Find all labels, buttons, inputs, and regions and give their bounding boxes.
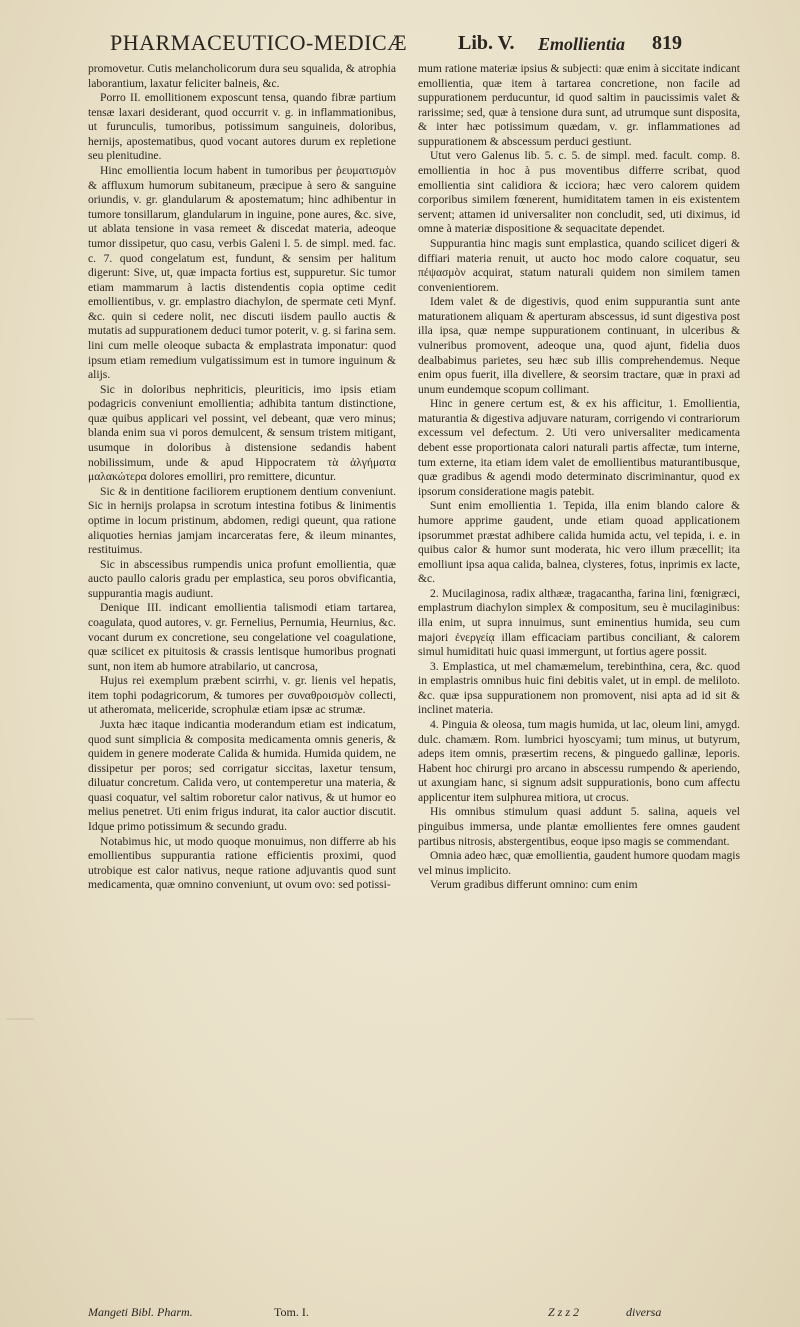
right-column-paragraph: 2. Mucilaginosa, radix althææ, tragacantha, farina lini, fœnigræci, emplastrum diachylon simplex & compositum, seu è mucilaginibus: illa enim, ut supra innuimus, sunt eminentius humida, seu cum majori ἐνεργείᾳ illam efficaciam partibus conciliant, & calorem simul humiditati huic quasi immergunt, ut fortius agere possit. — [418, 586, 740, 659]
right-column — [418, 62, 740, 1287]
right-column-paragraph: Sunt enim emollientia 1. Tepida, illa enim blando calore & humore apprime gaudent, unde etiam quoad applicationem ipsorummet præstat adhibere calida humida actu, vel tepida, i. e. in quibus calor & humor sunt moderata, hic vero illum præcellit; ita emolliunt ipsa aqua calida, balnea, clysteres, fotus, inprimis ex lacte, &c. — [418, 499, 740, 586]
right-column-paragraph: Idem valet & de digestivis, quod enim suppurantia sunt ante maturationem aliquam & aperturam abscessus, id sunt digestiva post illa ipsa, quæ nempe suppurationem continuant, in ulceribus & vulneribus promovent, adeoque una, quod ajunt, fidelia duos dealbabimus parietes, seu hæc sub illis comprehendemus. Neque enim opus fuerit, illa divellere, & seorsim tractare, quæ in praxi ad unum eundemque scopum collimant. — [418, 295, 740, 396]
left-column-paragraph: Sic & in dentitione faciliorem eruptionem dentium conveniunt. Sic in hernijs prolapsa in scrotum intestina fotibus & linimentis optime in locum pristinum, abdomen, redigi queunt, qua ratione aliquoties hernias jamjam incarceratas fere, & ileum minantes, restituimus. — [88, 484, 396, 557]
right-column-paragraph: Hinc in genere certum est, & ex his afficitur, 1. Emollientia, maturantia & digestiva adjuvare naturam, corrigendo vi contrariorum excessum vel defectum. 2. Uti vero universaliter medicamenta debent esse proportionata calori naturali partis affectæ, tum interne, tum externe, ita etiam idem valet de emollientibus maturantibusque, quæ gradibus & agendi modo determinato discriminantur, quod ex ipsorum consideratione magis patebit. — [418, 397, 740, 498]
right-column-paragraph: Utut vero Galenus lib. 5. c. 5. de simpl. med. facult. comp. 8. emollientia in hoc à pus moventibus differre scribat, quod emollientia sint calidiora & icciora; hæc vero calorem quidem corporibus similem fœnerent, humiditatem tamen in eis existentem servent; attamen id universaliter non concludit, sed, uti diximus, id omne à materiæ dispositione & sequacitate dependet. — [418, 149, 740, 236]
footer-source: Mangeti Bibl. Pharm. — [88, 1305, 193, 1319]
right-column-paragraph: 3. Emplastica, ut mel chamæmelum, terebinthina, cera, &c. quod in emplastris omnibus huic fini debitis valet, ut in empl. de meliloto. &c. quæ ipsa suppurationem non promovent, nisi apta ad id sit & inclinet materia. — [418, 659, 740, 717]
signature-mark: Z z z 2 — [548, 1305, 580, 1319]
left-column-paragraph: Denique III. indicant emollientia talismodi etiam tartarea, coagulata, quod autores, v. gr. Fernelius, Pernumia, Heurnius, &c. vocant durum ex concretione, seu congelatione vel coagulatione, quæ scilicet ex pituitosis & crassis lentisque humoribus prognati sunt, non item ab humore atrabilario, ut cancrosa, — [88, 601, 396, 673]
left-column-paragraph: Juxta hæc itaque indicantia moderandum etiam est indicatum, quod sunt simplicia & composita medicamenta omnis generis, & quidem in genere moderate Calida & humida. Humida quidem, ne dissipetur per poros; sed corrigatur siccitas, laxetur tensum, diluatur concretum. Calida vero, ut contemperetur una materia, & quasi coquatur, vel saltim roboretur calor nativus, & ut humor eo melius penetret. Uti enim frigus indurat, ita calor auctior discutit. Idque primo potissimum & secundo gradu. — [88, 718, 396, 834]
right-column-paragraph: Omnia adeo hæc, quæ emollientia, gaudent humore quodam magis vel minus implicito. — [418, 849, 740, 877]
catchword: diversa — [626, 1305, 662, 1319]
running-title: PHARMACEUTICO-MEDICÆ — [110, 30, 408, 55]
binding-mark — [6, 1000, 34, 1020]
right-column-paragraph: mum ratione materiæ ipsius & subjecti: quæ enim à siccitate indicant emollientia, quæ item à tartarea concretione, non facile ad suppurationem perducuntur, id quod saltim in paucissimis valet & rarissime; sed, quæ à tensione dura sunt, ad utrumque sunt disposita, & inter hæc potissimum quædam, v. gr. inflammationes ad suppurationem & abscessum perduci gestiunt. — [418, 62, 740, 148]
section-title: Emollientia — [538, 34, 626, 54]
left-column-paragraph: promovetur. Cutis melancholicorum dura seu squalida, & atrophia laborantium, laxatur feliciter balneis, &c. — [88, 62, 396, 90]
right-column-paragraph: 4. Pinguia & oleosa, tum magis humida, ut lac, oleum lini, amygd. dulc. chamæm. Rom. lumbrici hyoscyami; tum minus, ut butyrum, adeps item omnis, præsertim recens, & pinguedo gallinæ, leporis. Habent hoc chirurgi pro arcano in abscessu rumpendo & aperiendo, ut axungiam hanc, si signum adsit suppurationis, bono cum affectu applicentur item sulphurea mitiora, ut crocus. — [418, 718, 740, 804]
book-number: Lib. V. — [458, 32, 515, 54]
left-column-paragraph: Notabimus hic, ut modo quoque monuimus, non differre ab his emollientibus suppurantia ratione efficientis proximi, quod utrobique est calor nativus, neque ratione adjuvantis quod sunt medicamenta, quæ omnino conveniunt, ut ovum ovo: sed potissi- — [88, 834, 396, 892]
page-footer — [88, 1305, 748, 1321]
page-header — [110, 30, 765, 58]
right-column-paragraph: Suppurantia hinc magis sunt emplastica, quando scilicet digeri & diffiari materia renuit, ut aucto hoc modo calore coquatur, seu πέψασμὸν acquirat, statum naturali quidem non similem tamen convenientiorem. — [418, 236, 740, 294]
left-column — [88, 62, 396, 1287]
left-column-paragraph: Sic in doloribus nephriticis, pleuriticis, imo ipsis etiam podagricis conveniunt emollientia; adhibita tantum distinctione, quæ quibus applicari vel possint, vel debeant, quæ vero minus; blanda enim sua vi poros demulcent, & sensum tristem mitigant, usumque in doloribus à distensione sedandis habent nobilissimum, unde & apud Hippocratem τὰ ἀλγήματα μαλακώτερα dolores emolliri, pro remittere, dicuntur. — [88, 382, 396, 484]
left-column-paragraph: Porro II. emollitionem exposcunt tensa, quando fibræ partium tensæ laxari desiderant, quod occurrit v. g. in inflammationibus, ut furunculis, tumoribus, potissimum sanguineis, doloribus, hernijs, apostematibus, quod vocant autores durum ex repletione seu plenitudine. — [88, 91, 396, 163]
left-column-paragraph: Hinc emollientia locum habent in tumoribus per ῥευματισμὸν & affluxum humorum subitaneum, præcipue à sero & sanguine oriundis, v. gr. glandularum & apostematum; hinc adhibentur in tumore tonsillarum, glandularum in inguine, pone aures, &c. sive, ut ablata tensione in vasa remeet & discedat materia, adeoque tumor dissipetur, quo casu, verbis Galeni l. 5. de simpl. med. fac. c. 7. quod congelatum est, fundunt, & sensim per halitum digerunt: Sive, ut, quæ impacta fortius est, suppuretur. Sic tumor etiam mammarum à lactis distendentis copia optime cedit emollientibus, v. gr. emplastro diachylon, de spermate ceti Mynf. &c. quin si cedere nolit, nec discuti iisdem paullo auctis & mutatis ad suppurationem deduci tumor poterit, v. g. si farina sem. lini cum melle oleoque subacta & emplastrata imponatur: quod ipsum etiam remedium vulgatissimum est in tumore inguinum & alijs. — [88, 164, 396, 382]
right-column-paragraph: Verum gradibus differunt omnino: cum enim — [430, 878, 638, 892]
right-column-paragraph: His omnibus stimulum quasi addunt 5. salina, aqueis vel pinguibus immersa, unde plantæ emollientes fere omnes gaudent partibus nitrosis, abstergentibus, eoque ipso magis se commendant. — [418, 805, 740, 848]
left-column-paragraph: Hujus rei exemplum præbent scirrhi, v. gr. lienis vel hepatis, item tophi podagricorum, & tumores per συναθροισμὸν collecti, ut atheromata, meliceride, scrophulæ etiam ipsæ ac strumæ. — [88, 674, 396, 717]
footer-volume: Tom. I. — [274, 1305, 309, 1319]
left-column-paragraph: Sic in abscessibus rumpendis unica profunt emollientia, quæ aucto paullo caloris gradu per emplastica, seu poros obvificantia, suppurantia magis audiunt. — [88, 557, 396, 600]
page-number: 819 — [652, 32, 682, 54]
